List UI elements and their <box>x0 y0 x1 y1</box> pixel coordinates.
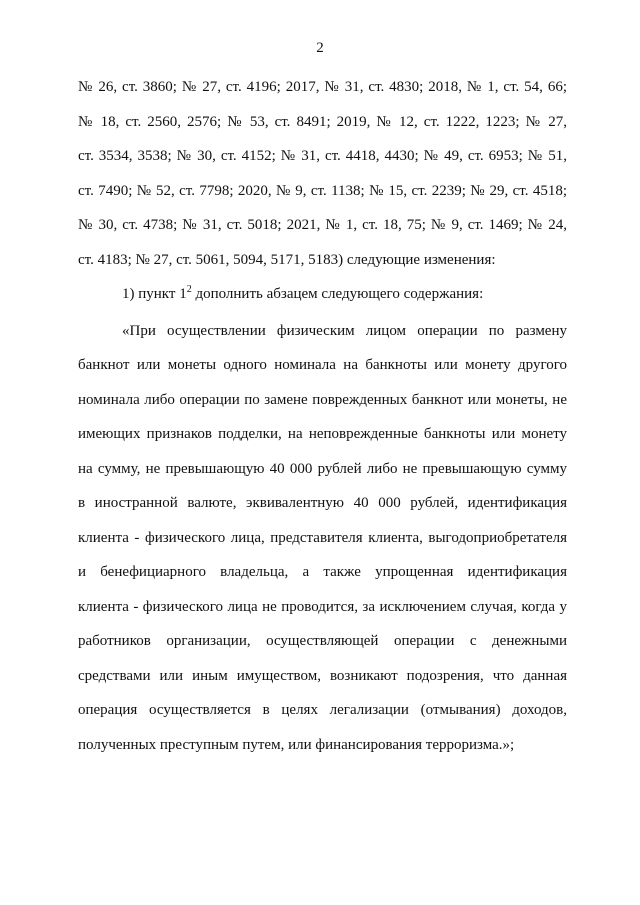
text-line: имеющих признаков подделки, на неповрежденные банкноты или монету <box>78 426 567 442</box>
text-line: ст. 4183; № 27, ст. 5061, 5094, 5171, 5183) следующие изменения: <box>78 251 496 268</box>
text-line: и бенефициарного владельца, а также упрощенная идентификация <box>78 564 567 580</box>
text-line: номинала либо операции по замене поврежденных банкнот или монеты, не <box>78 391 567 408</box>
text-line: ст. 7490; № 52, ст. 7798; 2020, № 9, ст. 1138; № 15, ст. 2239; № 29, ст. 4518; <box>78 182 567 199</box>
text-line: на сумму, не превышающую 40 000 рублей либо не превышающую сумму <box>78 460 567 477</box>
page-number: 2 <box>316 40 324 56</box>
item-1-superscript: 2 <box>186 284 192 295</box>
text-line: «При осуществлении физическим лицом операции по размену <box>122 322 567 339</box>
item-1-prefix: 1) пункт 1 <box>122 286 187 302</box>
text-line: клиента - физического лица, представителя клиента, выгодоприобретателя <box>78 529 567 546</box>
text-line: работников организации, осуществляющей операции с денежными <box>78 633 567 649</box>
text-line: средствами или иным имуществом, возникают подозрения, что данная <box>78 667 567 684</box>
document-body <box>78 74 567 766</box>
text-line: банкнот или монеты одного номинала на банкноты или монету другого <box>78 357 567 373</box>
text-line: операция осуществляется в целях легализации (отмывания) доходов, <box>78 702 567 718</box>
item-1-paragraph <box>78 281 567 316</box>
quoted-amendment <box>78 318 567 767</box>
text-line: № 30, ст. 4738; № 31, ст. 5018; 2021, № 1, ст. 18, 75; № 9, ст. 1469; № 24, <box>78 217 567 233</box>
text-line: ст. 3534, 3538; № 30, ст. 4152; № 31, ст. 4418, 4430; № 49, ст. 6953; № 51, <box>78 148 567 164</box>
text-line: № 26, ст. 3860; № 27, ст. 4196; 2017, № 31, ст. 4830; 2018, № 1, ст. 54, 66; <box>78 79 567 95</box>
text-line: полученных преступным путем, или финансирования терроризма.»; <box>78 736 515 753</box>
item-1-suffix: дополнить абзацем следующего содержания: <box>191 286 484 302</box>
amended-law-references <box>78 74 567 281</box>
text-line: в иностранной валюте, эквивалентную 40 000 рублей, идентификация <box>78 495 567 511</box>
text-line: клиента - физического лица не проводится, за исключением случая, когда у <box>78 598 567 615</box>
text-line: № 18, ст. 2560, 2576; № 53, ст. 8491; 2019, № 12, ст. 1222, 1223; № 27, <box>78 113 567 130</box>
